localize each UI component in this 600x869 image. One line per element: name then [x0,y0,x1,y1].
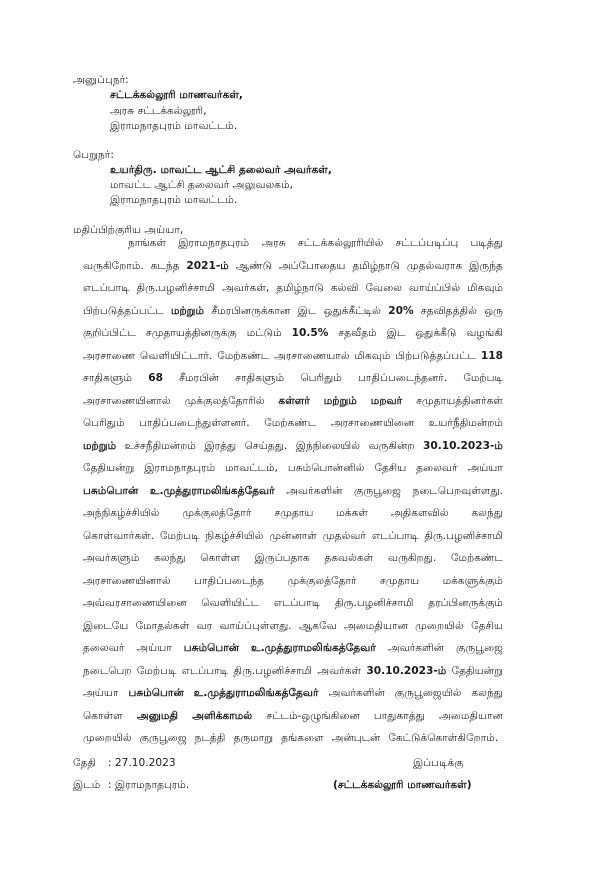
body-word: உச்சநீதிமன்றம் [124,439,196,452]
body-word: பாதிப்படைந்த [194,574,265,587]
body-word: சமுதாயத்தினருக்கு [145,327,237,339]
body-word: வழங்கி [466,327,503,339]
closing-text: இப்படிக்கு [413,757,464,769]
body-word: அவர்களும் [83,552,140,564]
body-word: எடப்பாடி [273,597,321,609]
body-word: தலைவர் [83,642,125,654]
body-line [83,367,503,390]
body-word: கலந்து [154,552,186,564]
body-word: நிகழ்ச்சியில் [205,529,264,542]
body-word: உ.முத்துராமலிங்கத்தேவர் [251,642,376,654]
body-word: தேசிய [471,619,503,632]
body-word: திரு.பழனிச்சாமி [334,597,414,609]
body-line [83,637,503,660]
body-word: அவ்வரசாணையினை [83,597,187,609]
body-word: செய்தது. [244,439,288,452]
body-word: இட [297,304,317,317]
body-line [83,322,503,345]
body-word: வாய்ப்புள்ளது. [219,619,292,632]
body-word: சமுதாய [380,574,420,587]
body-word: பாதிப்படைந்துள்ளனர். [139,417,250,429]
body-word: மிகவும் [354,349,391,362]
sender-heading: அனுப்புநர்: [73,74,129,86]
body-word: தமிழ்நாடு [276,282,324,294]
body-word: 2021-ம் [186,259,229,272]
body-word: ஒதுக்கீட்டில் [323,304,381,317]
body-word: மேற்கண்ட [450,552,503,564]
body-line [83,547,503,570]
body-word: வெளியிட்டார். [140,349,213,362]
body-word: பசும்பொன் [128,687,184,699]
body-word: நடத்தி [194,732,226,744]
body-word: வெளியிட்ட [201,597,260,609]
recipient-line-3: இராமநாதபுரம் மாவட்டம். [110,194,238,206]
body-word: எடப்பாடி [371,529,419,542]
body-word: அரசாணையினால் [83,394,171,407]
place-label: இடம் [73,779,101,791]
letter-body [83,232,503,750]
body-word: கல்வி [330,282,359,294]
body-word: படித்து [470,237,503,249]
body-word: அவர்களின் [387,642,445,654]
body-word: இடையே [83,619,129,632]
recipient-line-1: உயர்திரு. மாவட்ட ஆட்சி தலைவர் அவர்கள், [110,164,332,176]
body-word: மாவட்டம், [225,462,278,474]
body-line [83,412,503,435]
body-line [83,502,503,525]
body-word: 10.5% [291,327,329,339]
body-word: பிற்படுத்தப்பட்ட [395,349,476,362]
body-word: 68 [148,372,163,384]
body-word: முக்குலத்தோர் [182,507,252,519]
body-word: திரு.பழனிச்சாமி [424,529,503,542]
body-line [83,345,503,368]
body-line [83,457,503,480]
body-word: அளிக்காமல் [192,709,253,722]
body-word: கலந்து [471,507,503,519]
body-word: எடப்பாடி [181,664,229,677]
date-value: : 27.10.2023 [108,757,176,769]
body-word: அய்யா [136,642,172,654]
body-word: அனுமதி [136,709,179,722]
body-word: மேற்படி [160,529,200,542]
body-word: ஆகவே [298,619,337,632]
body-word: அமைதியான [439,709,503,722]
body-word: இராமநாதபுரம் [144,462,216,474]
body-word: தேதியன்று [83,462,135,474]
body-word: இட [386,327,406,339]
body-word: குருபூஜை [354,484,402,497]
body-word: மக்களுக்கும் [442,574,503,587]
body-word: முறையில் [83,732,132,744]
body-word: சமுதாய [274,507,314,519]
body-word: தருமாறு [233,732,274,744]
body-word: வருகிறது. [387,552,437,564]
body-word: மட்டும் [246,327,282,339]
salutation: மதிப்பிற்குரிய அய்யா, [73,224,184,236]
body-word: பாதுகாத்து [373,709,425,722]
body-line [83,300,503,323]
body-word: வாய்ப்பில் [409,282,461,294]
body-word: அரசாணையினால் [83,574,171,587]
body-word: திரு.பழனிச்சாமி [136,282,216,294]
body-word: இந்நிலையில் [295,439,361,452]
body-word: அமைதியான [344,619,408,632]
body-word: உ.முத்துராமலிங்கத்தேவர் [193,687,319,699]
body-word: முறையில் [415,619,464,632]
body-word: நடைபெறவுள்ளது. [412,484,503,497]
body-word: 118 [480,349,503,362]
body-word: குருபூஜை [456,642,503,654]
date-label: தேதி [73,757,97,769]
body-word: சதவீதம் [338,327,377,339]
body-word: வருகிறோம். [83,259,144,272]
body-line [83,592,503,615]
body-word: சாதிகளும் [83,372,133,384]
body-word: குறிப்பிட்ட [83,327,136,339]
body-word: மேற்கண்ட [264,417,317,429]
body-word: மற்றும் [83,439,117,452]
body-word: அவர்களின் [328,687,385,699]
body-word: சமுதாயத்தினர்கள் [416,394,503,407]
body-word: உ.முத்துராமலிங்கத்தேவர் [149,484,275,497]
recipient-heading: பெறுநர்: [73,149,114,161]
body-word: 30.10.2023-ம் [366,664,447,677]
body-word: கொள்வார்கள். [83,529,155,542]
body-word: சீமரபினருக்கான [211,304,291,317]
sender-line-1: சட்டக்கல்லூரி மாணவர்கள், [110,89,243,101]
body-word: சட்டப்படிப்பு [395,237,459,249]
body-line [83,727,503,750]
body-word: வருகின்ற [368,439,415,452]
body-word: மக்கள் [336,507,368,519]
body-word: மேற்கண்ட [217,349,270,362]
signature: (சட்டக்கல்லூரி மாணவர்கள்) [333,779,472,791]
body-word: கள்ளர் [278,394,310,407]
body-word: ஒதுக்கீடு [415,327,457,339]
body-word: அரசு [261,237,286,249]
body-line [83,705,503,728]
body-word: தமிழ்நாடு [352,259,401,272]
body-word: மேற்படி [463,372,503,384]
body-word: முன்னாள் [269,529,317,542]
body-word: தகவல்கள் [324,552,374,564]
body-word: சதவிதத்தில் [420,304,477,317]
body-word: சட்டம்-ஒழுங்கினை [266,709,360,722]
body-word: எடப்பாடி [83,282,130,294]
body-word: பெரிதும் [83,417,125,429]
body-word: முதல்வர் [322,529,366,542]
body-line [83,615,503,638]
body-word: ஆண்டு [235,259,273,272]
body-word: மற்றும் [323,394,357,407]
body-word: அவர்கள், [222,282,270,294]
body-word: மற்றும் [170,304,205,317]
body-word: சட்டக்கல்லூரியில் [297,237,384,249]
body-word: 20% [388,304,414,317]
body-word: 30.10.2023-ம் [423,439,503,452]
place-value: : இராமநாதபுரம். [108,779,190,791]
body-line [83,232,503,255]
body-word: கொள்ள [200,552,240,564]
body-word: பசும்பொன் [183,642,240,654]
body-word: அவர்களின் [286,484,343,497]
body-word: முக்குலத்தோரில் [184,394,265,407]
body-word: மறவர் [370,394,403,407]
body-word: தேசிய [374,462,407,474]
body-word: கடந்த [150,259,180,272]
body-word: உயர்நீதிமன்றம் [428,417,503,429]
body-word: மிகவும் [467,282,503,294]
body-word: மோதல்கள் [135,619,190,632]
body-word: பசும்பொன் [83,484,139,497]
body-word: அரசாணை [83,349,136,362]
body-word: இராமநாதபுரம் [178,237,250,249]
body-word: கொள்ள [83,709,123,722]
body-word: அப்போதைய [278,259,346,272]
body-word: ஒரு [484,304,503,317]
body-word: இருந்த [469,259,503,272]
body-word: பசும்பொன்னில் [287,462,365,474]
sender-line-3: இராமநாதபுரம் மாவட்டம். [110,120,238,132]
body-word: வர [196,619,213,632]
body-word: அய்யா [83,687,119,699]
body-line [83,570,503,593]
body-line [83,277,503,300]
body-word: சாதிகளும் [235,372,285,384]
body-word: முதல்வராக [406,259,463,272]
body-line [83,682,503,705]
body-line [83,660,503,683]
body-word: அந்நிகழ்ச்சியில் [83,507,160,519]
body-line [83,480,503,503]
body-word: குருபூஜை [139,732,187,744]
body-word: கலந்து [471,687,503,699]
body-word: அன்புடன் [331,732,381,744]
body-word: அவர்கள் [317,664,362,677]
body-word: திரு.பழனிச்சாமி [233,664,313,677]
sender-line-2: அரசு சட்டக்கல்லூரி, [110,105,207,117]
body-word: அரசாணையால் [274,349,350,362]
body-word: இருப்பதாக [254,552,310,564]
body-word: தங்களை [281,732,324,744]
body-word: அய்யா [467,462,503,474]
body-word: தலைவர் [416,462,458,474]
body-line [83,390,503,413]
body-word: பாதிப்படைந்தனர். [358,372,448,384]
body-word: இரத்து [204,439,237,452]
body-word: பிற்படுத்தப்பட்ட [83,304,164,317]
body-word: குருபூஜையில் [394,687,462,699]
body-word: மேற்படி [136,664,177,677]
body-line [83,435,503,458]
body-word: வேலை [365,282,403,294]
recipient-line-2: மாவட்ட ஆட்சி தலைவர் அலுவலகம், [110,179,293,191]
body-word: அதிகளவில் [390,507,449,519]
body-word: தேதியன்று [451,664,503,677]
body-word: நாங்கள் [128,237,166,249]
body-word: கேட்டுக்கொள்கிறோம். [388,732,499,744]
body-word: நடைபெற [83,664,132,677]
body-line [83,255,503,278]
body-word: பெரிதும் [300,372,342,384]
body-line [83,525,503,548]
body-word: தரப்பினருக்கும் [428,597,503,609]
body-word: அரசாணையினை [330,417,415,429]
body-word: சீமரபின் [179,372,219,384]
body-word: முக்குலத்தோர் [287,574,357,587]
